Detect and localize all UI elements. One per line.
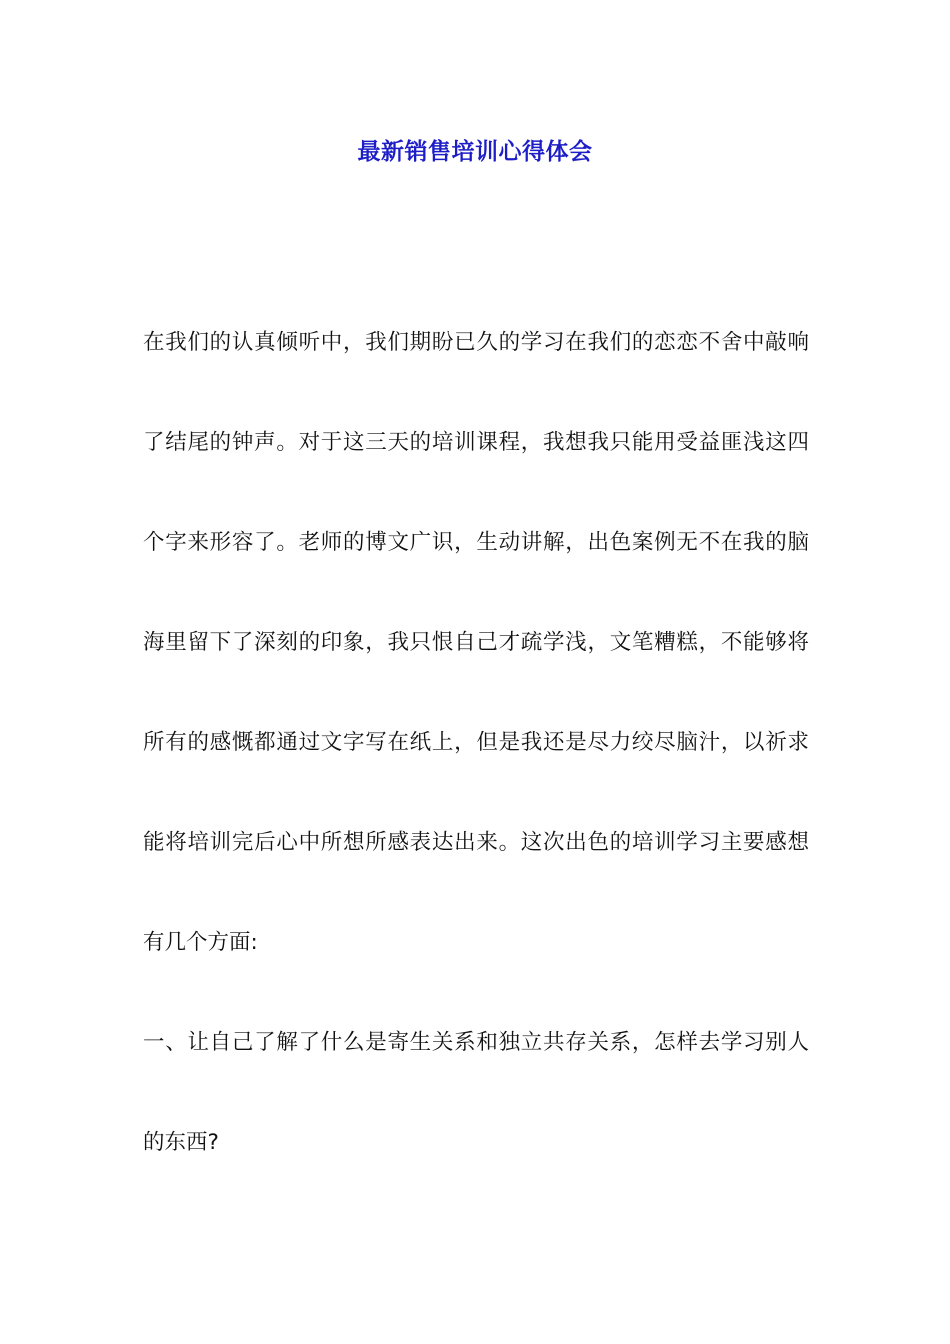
body-paragraph-1: 在我们的认真倾听中，我们期盼已久的学习在我们的恋恋不舍中敲响了结尾的钟声。对于这三天的培训课程，我想我只能用受益匪浅这四个字来形容了。老师的博文广识，生动讲解，出色案例无不在我的脑海里留下了深刻的印象，我只恨自己才疏学浅，文笔糟糕，不能够将所有的感慨都通过文字写在纸上，但是我还是尽力绞尽脑汁，以祈求能将培训完后心中所想所感表达出来。这次出色的培训学习主要感想有几个方面:	[143, 330, 809, 955]
document-body	[143, 293, 809, 1193]
body-paragraph-2: 一、让自己了解了什么是寄生关系和独立共存关系，怎样去学习别人的东西?	[143, 1030, 809, 1155]
document-title: 最新销售培训心得体会	[357, 139, 593, 165]
